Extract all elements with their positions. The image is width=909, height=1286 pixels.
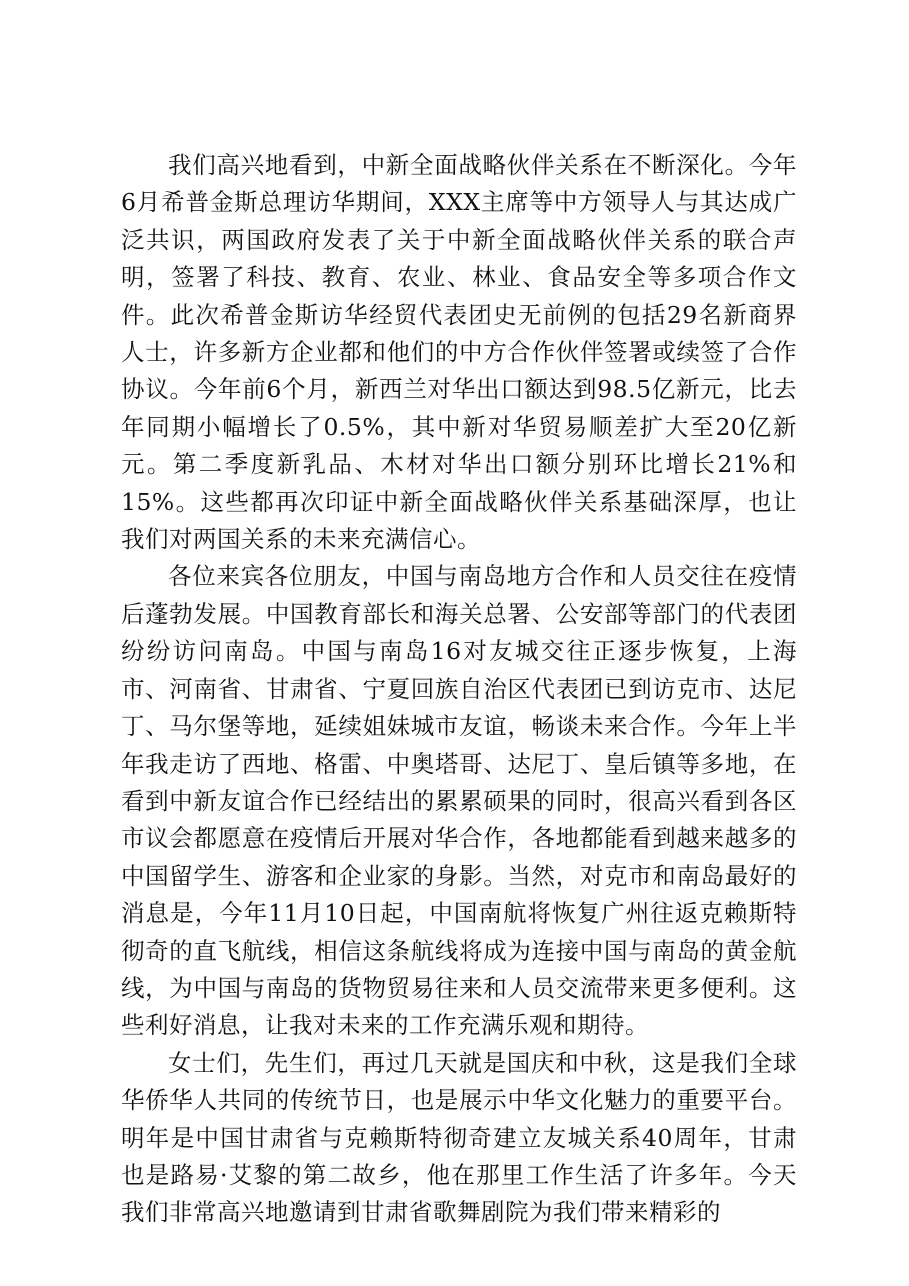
paragraph-south-island-cooperation: 各位来宾各位朋友，中国与南岛地方合作和人员交往在疫情后蓬勃发展。中国教育部长和海关总署、公安部等部门的代表团纷纷访问南岛。中国与南岛16对友城交往正逐步恢复，上海市、河南省、甘肃省、宁夏回族自治区代表团已到访克市、达尼丁、马尔堡等地，延续姐妹城市友谊，畅谈未来合作。今年上半年我走访了西地、格雷、中奥塔哥、达尼丁、皇后镇等多地，在看到中新友谊合作已经结出的累累硕果的同时，很高兴看到各区市议会都愿意在疫情后开展对华合作，各地都能看到越来越多的中国留学生、游客和企业家的身影。当然，对克市和南岛最好的消息是，今年11月10日起，中国南航将恢复广州往返克赖斯特彻奇的直飞航线，相信这条航线将成为连接中国与南岛的黄金航线，为中国与南岛的货物贸易往来和人员交流带来更多便利。这些利好消息，让我对未来的工作充满乐观和期待。 (121, 562, 797, 1040)
paragraph-partnership: 我们高兴地看到，中新全面战略伙伴关系在不断深化。今年6月希普金斯总理访华期间，XXX主席等中方领导人与其达成广泛共识，两国政府发表了关于中新全面战略伙伴关系的联合声明，签署了科技、教育、农业、林业、食品安全等多项合作文件。此次希普金斯访华经贸代表团史无前例的包括29名新商界人士，许多新方企业都和他们的中方合作伙伴签署或续签了合作协议。今年前6个月，新西兰对华出口额达到98.5亿新元，比去年同期小幅增长了0.5%，其中新对华贸易顺差扩大至20亿新元。第二季度新乳品、木材对华出口额分别环比增长21%和15%。这些都再次印证中新全面战略伙伴关系基础深厚，也让我们对两国关系的未来充满信心。 (121, 151, 797, 554)
document-body (121, 147, 797, 1232)
paragraph-festival: 女士们，先生们，再过几天就是国庆和中秋，这是我们全球华侨华人共同的传统节日，也是展示中华文化魅力的重要平台。明年是中国甘肃省与克赖斯特彻奇建立友城关系40周年，甘肃也是路易·艾黎的第二故乡，他在那里工作生活了许多年。今天我们非常高兴地邀请到甘肃省歌舞剧院为我们带来精彩的 (121, 1048, 797, 1227)
